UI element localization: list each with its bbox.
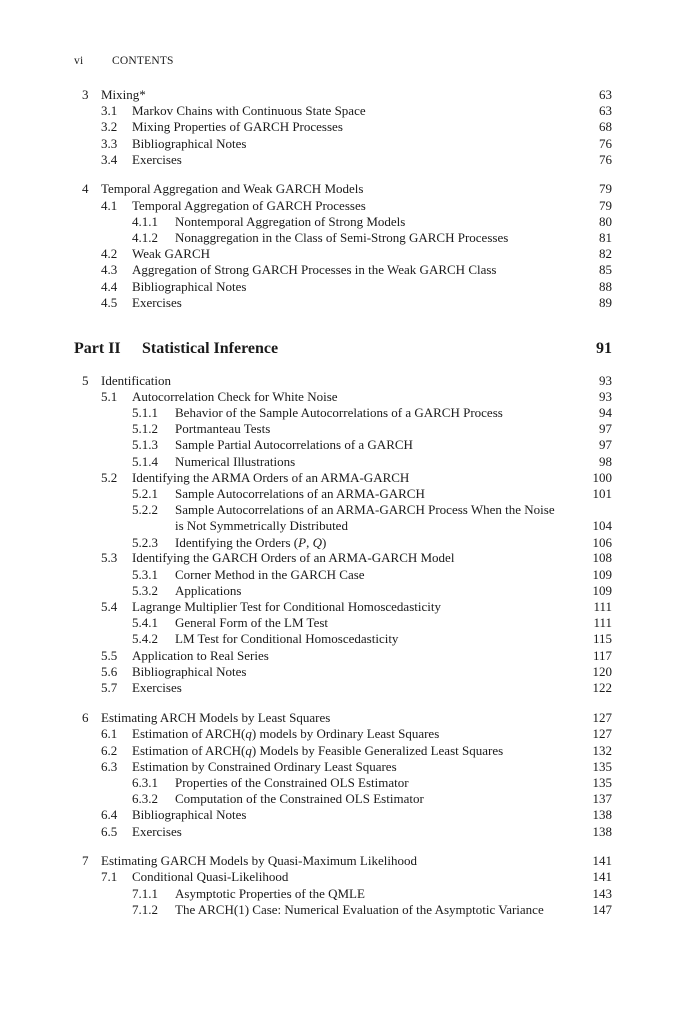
page-ref: 104	[592, 518, 612, 533]
page-ref: 76	[599, 152, 612, 167]
page-ref: 147	[592, 902, 612, 917]
toc-section-4-4[interactable]	[0, 279, 695, 295]
toc-section-6-5[interactable]	[0, 824, 695, 840]
section-title: Exercises	[132, 295, 182, 310]
toc-section-5-2[interactable]	[0, 470, 695, 486]
toc-section-6-1[interactable]	[0, 726, 695, 742]
toc-subsection-7-1-1[interactable]	[0, 886, 695, 902]
page-ref: 101	[592, 486, 612, 501]
page-ref: 85	[599, 262, 612, 277]
toc-subsection-5-4-2[interactable]	[0, 631, 695, 647]
subsection-number: 5.2.2	[132, 502, 158, 517]
section-title: Exercises	[132, 824, 182, 839]
toc-section-7-1[interactable]	[0, 869, 695, 885]
toc-subsection-5-2-3[interactable]	[0, 535, 695, 551]
subsection-number: 5.3.1	[132, 567, 158, 582]
section-title: Autocorrelation Check for White Noise	[132, 389, 338, 404]
page-ref: 82	[599, 246, 612, 261]
toc-chapter-4[interactable]	[0, 181, 695, 197]
section-title: Identifying the ARMA Orders of an ARMA-GARCH	[132, 470, 410, 485]
toc-chapter-6[interactable]	[0, 710, 695, 726]
toc-section-4-2[interactable]	[0, 246, 695, 262]
page-ref: 89	[599, 295, 612, 310]
section-number: 6.4	[101, 807, 118, 822]
page-ref: 120	[592, 664, 612, 679]
subsection-title: Nonaggregation in the Class of Semi-Strong GARCH Processes	[175, 230, 509, 245]
page-ref: 81	[599, 230, 612, 245]
subsection-title: Portmanteau Tests	[175, 421, 271, 436]
toc-subsection-5-2-1[interactable]	[0, 486, 695, 502]
title-text: ) Models by Feasible Generalized Least Squares	[251, 743, 504, 758]
section-number: 6.1	[101, 726, 118, 741]
subsection-number: 7.1.2	[132, 902, 158, 917]
page-ref: 91	[596, 340, 612, 357]
chapter-title: Estimating ARCH Models by Least Squares	[101, 710, 331, 725]
page-ref: 132	[592, 743, 612, 758]
section-title: Identifying the GARCH Orders of an ARMA-GARCH Model	[132, 550, 455, 565]
section-number: 3.3	[101, 136, 118, 151]
subsection-title-continued: is Not Symmetrically Distributed	[175, 518, 348, 533]
toc-subsection-5-1-3[interactable]	[0, 437, 695, 453]
subsection-number: 6.3.2	[132, 791, 158, 806]
section-title: Estimation by Constrained Ordinary Least Squares	[132, 759, 397, 774]
subsection-title: Numerical Illustrations	[175, 454, 296, 469]
page-ref: 93	[599, 389, 612, 404]
subsection-number: 5.1.1	[132, 405, 158, 420]
title-text: Identifying the Orders (	[175, 535, 299, 550]
chapter-title: Mixing*	[101, 87, 146, 102]
section-number: 5.7	[101, 680, 118, 695]
title-text: ) models by Ordinary Least Squares	[251, 726, 440, 741]
toc-subsection-5-4-1[interactable]	[0, 615, 695, 631]
chapter-number: 7	[82, 853, 89, 868]
toc-section-6-2[interactable]	[0, 743, 695, 759]
part-title: Statistical Inference	[142, 340, 279, 357]
subsection-title	[175, 535, 326, 551]
page-ref: 97	[599, 421, 612, 436]
chapter-title: Temporal Aggregation and Weak GARCH Models	[101, 181, 364, 196]
toc-chapter-5[interactable]	[0, 373, 695, 389]
page-ref: 63	[599, 87, 612, 102]
section-title: Weak GARCH	[132, 246, 211, 261]
section-number: 4.1	[101, 198, 118, 213]
subsection-title: Sample Autocorrelations of an ARMA-GARCH	[175, 486, 425, 501]
page-ref: 106	[592, 535, 612, 550]
page-ref: 68	[599, 119, 612, 134]
page-ref: 138	[592, 824, 612, 839]
math-q: q	[245, 726, 252, 741]
page-ref: 137	[592, 791, 612, 806]
page-ref: 127	[592, 710, 612, 725]
toc-section-3-1[interactable]	[0, 103, 695, 119]
section-title: Temporal Aggregation of GARCH Processes	[132, 198, 366, 213]
subsection-number: 5.4.1	[132, 615, 158, 630]
toc-section-6-4[interactable]	[0, 807, 695, 823]
section-title: Lagrange Multiplier Test for Conditional Homoscedasticity	[132, 599, 441, 614]
toc-section-5-3[interactable]	[0, 550, 695, 566]
title-text: Estimation of ARCH(	[132, 743, 246, 758]
title-text: Estimation of ARCH(	[132, 726, 246, 741]
part-label: Part II	[74, 340, 121, 357]
section-number: 5.3	[101, 550, 118, 565]
page-ref: 88	[599, 279, 612, 294]
toc-subsection-5-3-2[interactable]	[0, 583, 695, 599]
subsection-title: Sample Autocorrelations of an ARMA-GARCH Process When the Noise	[175, 502, 555, 517]
subsection-number: 7.1.1	[132, 886, 158, 901]
chapter-number: 3	[82, 87, 89, 102]
subsection-number: 5.1.3	[132, 437, 158, 452]
subsection-title: Properties of the Constrained OLS Estimator	[175, 775, 409, 790]
subsection-number: 5.1.2	[132, 421, 158, 436]
toc-section-3-4[interactable]	[0, 152, 695, 168]
section-number: 4.4	[101, 279, 118, 294]
subsection-number: 6.3.1	[132, 775, 158, 790]
section-number: 3.4	[101, 152, 118, 167]
subsection-title: LM Test for Conditional Homoscedasticity	[175, 631, 399, 646]
chapter-number: 5	[82, 373, 89, 388]
page-ref: 76	[599, 136, 612, 151]
page-ref: 97	[599, 437, 612, 452]
section-title: Aggregation of Strong GARCH Processes in the Weak GARCH Class	[132, 262, 497, 277]
toc-section-3-2[interactable]	[0, 119, 695, 135]
page-ref: 111	[593, 615, 612, 630]
page-ref: 94	[599, 405, 612, 420]
page-ref: 138	[592, 807, 612, 822]
toc-section-5-5[interactable]	[0, 648, 695, 664]
toc-section-5-1[interactable]	[0, 389, 695, 405]
section-title: Mixing Properties of GARCH Processes	[132, 119, 343, 134]
page-ref: 80	[599, 214, 612, 229]
subsection-title: Corner Method in the GARCH Case	[175, 567, 365, 582]
section-title: Application to Real Series	[132, 648, 269, 663]
subsection-number: 5.2.1	[132, 486, 158, 501]
subsection-title: Computation of the Constrained OLS Estimator	[175, 791, 424, 806]
toc-section-5-6[interactable]	[0, 664, 695, 680]
toc-section-3-3[interactable]	[0, 136, 695, 152]
subsection-title: General Form of the LM Test	[175, 615, 329, 630]
toc-chapter-7[interactable]	[0, 853, 695, 869]
toc-subsection-6-3-2[interactable]	[0, 791, 695, 807]
toc-subsection-5-1-2[interactable]	[0, 421, 695, 437]
toc-section-5-4[interactable]	[0, 599, 695, 615]
section-number: 5.5	[101, 648, 118, 663]
page-ref: 127	[592, 726, 612, 741]
page-ref: 135	[592, 775, 612, 790]
page-ref: 117	[592, 648, 612, 663]
subsection-number: 5.2.3	[132, 535, 158, 550]
toc-section-4-5[interactable]	[0, 295, 695, 311]
section-title: Bibliographical Notes	[132, 807, 247, 822]
toc-subsection-5-1-4[interactable]	[0, 454, 695, 470]
chapter-title: Identification	[101, 373, 172, 388]
toc-subsection-5-3-1[interactable]	[0, 567, 695, 583]
page-ref: 98	[599, 454, 612, 469]
section-number: 4.5	[101, 295, 118, 310]
toc-subsection-5-2-2[interactable]	[0, 502, 695, 518]
page-ref: 108	[592, 550, 612, 565]
section-number: 7.1	[101, 869, 118, 884]
toc-subsection-4-1-2[interactable]	[0, 230, 695, 246]
section-title	[132, 743, 503, 759]
toc-section-6-3[interactable]	[0, 759, 695, 775]
section-title: Markov Chains with Continuous State Space	[132, 103, 366, 118]
page-ref: 111	[593, 599, 612, 614]
section-number: 5.2	[101, 470, 118, 485]
section-number: 6.5	[101, 824, 118, 839]
page-ref: 63	[599, 103, 612, 118]
page-ref: 109	[592, 567, 612, 582]
toc-subsection-6-3-1[interactable]	[0, 775, 695, 791]
running-title: CONTENTS	[112, 55, 174, 67]
page-ref: 100	[592, 470, 612, 485]
section-number: 4.3	[101, 262, 118, 277]
toc-subsection-7-1-2[interactable]	[0, 902, 695, 918]
subsection-title: Applications	[175, 583, 242, 598]
section-title: Exercises	[132, 152, 182, 167]
math-q: q	[245, 743, 252, 758]
subsection-title: Behavior of the Sample Autocorrelations of a GARCH Process	[175, 405, 503, 420]
page-ref: 141	[592, 869, 612, 884]
subsection-number: 4.1.2	[132, 230, 158, 245]
page-ref: 115	[592, 631, 612, 646]
subsection-number: 5.3.2	[132, 583, 158, 598]
section-number: 6.3	[101, 759, 118, 774]
toc-subsection-4-1-1[interactable]	[0, 214, 695, 230]
toc-chapter-3[interactable]	[0, 87, 695, 103]
toc-part-2[interactable]	[74, 339, 612, 359]
subsection-number: 4.1.1	[132, 214, 158, 229]
subsection-title: Nontemporal Aggregation of Strong Models	[175, 214, 406, 229]
subsection-title: Sample Partial Autocorrelations of a GARCH	[175, 437, 413, 452]
toc-subsection-5-2-2-cont[interactable]	[0, 518, 695, 534]
page-ref: 143	[592, 886, 612, 901]
section-number: 6.2	[101, 743, 118, 758]
toc-subsection-5-1-1[interactable]	[0, 405, 695, 421]
toc-section-4-3[interactable]	[0, 262, 695, 278]
page-ref: 135	[592, 759, 612, 774]
section-title: Bibliographical Notes	[132, 664, 247, 679]
page-ref: 122	[592, 680, 612, 695]
chapter-title: Estimating GARCH Models by Quasi-Maximum Likelihood	[101, 853, 417, 868]
toc-section-5-7[interactable]	[0, 680, 695, 696]
title-text: ,	[306, 535, 313, 550]
math-p: P	[298, 535, 307, 550]
section-number: 4.2	[101, 246, 118, 261]
section-title: Bibliographical Notes	[132, 136, 247, 151]
chapter-number: 6	[82, 710, 89, 725]
section-title: Conditional Quasi-Likelihood	[132, 869, 289, 884]
page-ref: 141	[592, 853, 612, 868]
section-title: Exercises	[132, 680, 182, 695]
page-ref: 93	[599, 373, 612, 388]
title-text: )	[321, 535, 327, 550]
section-number: 5.1	[101, 389, 118, 404]
section-title: Bibliographical Notes	[132, 279, 247, 294]
math-q: Q	[312, 535, 322, 550]
section-number: 3.1	[101, 103, 118, 118]
section-number: 5.6	[101, 664, 118, 679]
page-number: vi	[74, 55, 84, 67]
page-ref: 109	[592, 583, 612, 598]
subsection-title: The ARCH(1) Case: Numerical Evaluation of the Asymptotic Variance	[175, 902, 544, 917]
subsection-title: Asymptotic Properties of the QMLE	[175, 886, 365, 901]
subsection-number: 5.1.4	[132, 454, 158, 469]
subsection-number: 5.4.2	[132, 631, 158, 646]
section-number: 3.2	[101, 119, 118, 134]
toc-section-4-1[interactable]	[0, 198, 695, 214]
section-title	[132, 726, 439, 742]
section-number: 5.4	[101, 599, 118, 614]
page-ref: 79	[599, 181, 612, 196]
page-ref: 79	[599, 198, 612, 213]
chapter-number: 4	[82, 181, 89, 196]
